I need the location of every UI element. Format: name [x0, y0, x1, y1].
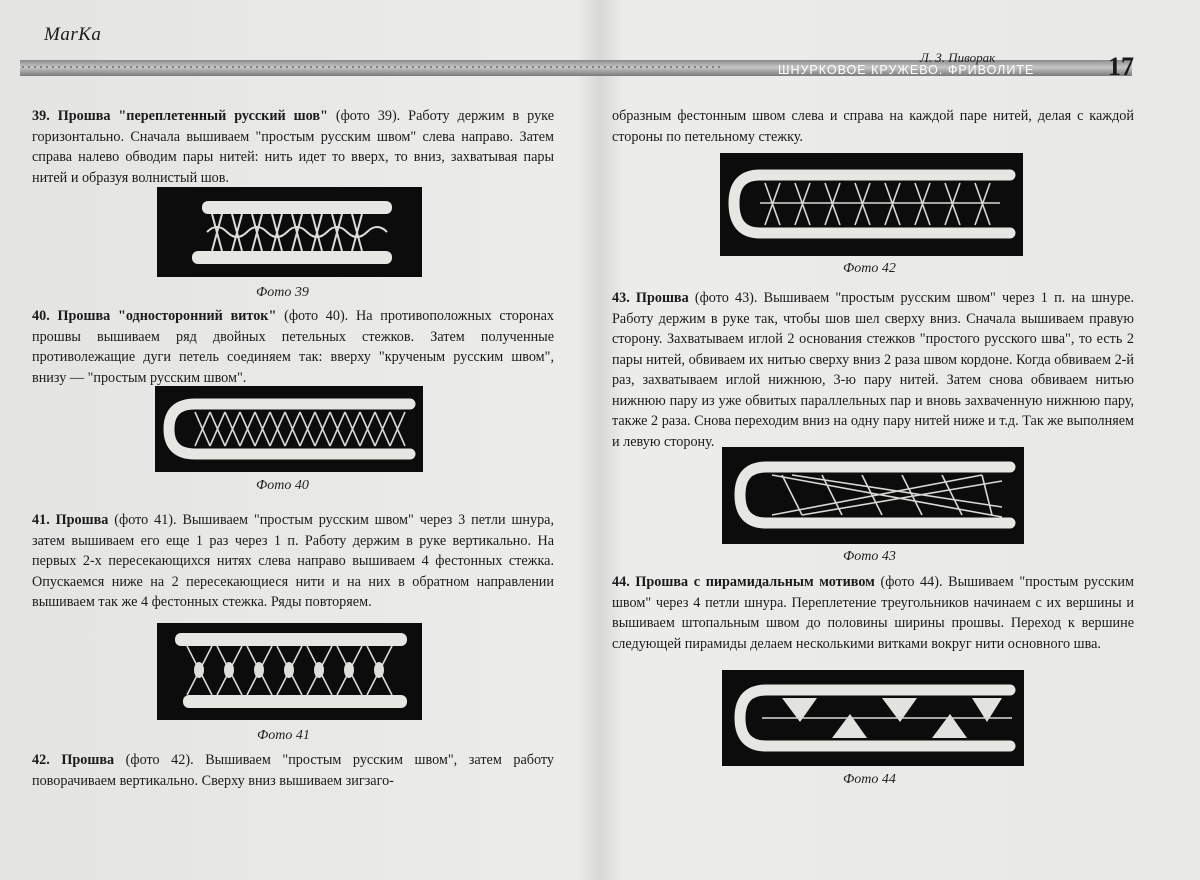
- section-40-title: Прошва "односторонний виток": [57, 308, 277, 324]
- section-41-body: (фото 41). Вышиваем "простым русским швом" через 3 петли шнура, затем вышиваем его еще 1 раз через 1 п. Работу держим в руке вертикально. На первых 2-х пересекающихся нитях слева направо вышиваем 4 фестонных стежка. Опускаемся ниже на 2 пересекающиеся нити и на них в обратном направлении вышиваем так же 4 фестонных стежка. Ряды повторяем.: [32, 512, 555, 610]
- photo-43: [722, 447, 1024, 544]
- section-44-number: 44.: [612, 574, 630, 590]
- section-41-number: 41.: [32, 512, 50, 528]
- section-42: [32, 750, 554, 791]
- section-41-title: Прошва: [55, 512, 109, 528]
- author-signature: Л. З. Пиворак: [920, 50, 996, 65]
- photo-42: [720, 153, 1023, 256]
- caption-42: Фото 42: [843, 261, 896, 276]
- caption-44: Фото 44: [843, 772, 896, 787]
- photo-39: [157, 187, 422, 277]
- caption-41: Фото 41: [257, 728, 310, 743]
- caption-43: Фото 43: [843, 549, 896, 564]
- section-39-body: (фото 39). Работу держим в руке горизонтально. Сначала вышиваем "простым русским швом" слева направо. Затем справа налево обводим пары нитей: нить идет то вверх, то вниз, захватывая пары нитей и образуя волнистый шов.: [32, 108, 554, 186]
- photo-41: [157, 623, 422, 720]
- section-44-body: (фото 44). Вышиваем "простым русским швом" через 4 петли шнура. Переплетение треугольников начинаем с их вершины и вышиваем штопальным швом до половины ширины прошвы. Переход к вершине следующей пирамиды делаем несколькими витками вокруг нити основного шва.: [612, 574, 1135, 652]
- section-42-body: (фото 42). Вышиваем "простым русским швом", затем работу поворачиваем вертикально. Сверху вниз вышиваем зигзаго-: [32, 752, 555, 789]
- section-40-number: 40.: [32, 308, 50, 324]
- section-39-number: 39.: [32, 108, 50, 124]
- section-39: [32, 106, 554, 188]
- photo-44: [722, 670, 1024, 766]
- section-43-number: 43.: [612, 290, 630, 306]
- page-number: 17: [1108, 52, 1134, 81]
- section-42-number: 42.: [32, 752, 50, 768]
- section-44-title: Прошва с пирамидальным мотивом: [635, 574, 875, 590]
- section-44: [612, 572, 1134, 654]
- running-title: ШНУРКОВОЕ КРУЖЕВО. ФРИВОЛИТЕ: [778, 63, 1035, 77]
- brand-watermark: MarKa: [44, 24, 102, 45]
- section-39-title: Прошва "переплетенный русский шов": [57, 108, 328, 124]
- caption-40: Фото 40: [256, 478, 309, 493]
- section-40: [32, 306, 554, 388]
- section-43-body: (фото 43). Вышиваем "простым русским швом" через 1 п. на шнуре. Работу держим в руке так, чтобы шов шел сверху вниз. Сначала вышиваем правую сторону. Захватываем иглой 2 основания стежков "простого русского шва", то есть 2 пары нитей, обвиваем их нитью сверху вниз 2 раза швом кордоне. Когда обвиваем 2-й раз, захватываем иглой нижнюю, 3-ю пару нитей. Затем снова обвиваем нитью нижнюю пару из уже обвитых параллельных пар и вновь захваченную нижнюю пару, также 2 раза. Снова переходим вниз на одну пару нитей ниже и т.д. Так же выполняем и левую сторону.: [612, 290, 1135, 450]
- section-40-body: (фото 40). На противоположных сторонах прошвы вышиваем ряд двойных петельных стежков. Затем полученные противолежащие дуги петель соединяем так: вверху "крученым русским швом", внизу — "простым русским швом".: [32, 308, 554, 386]
- section-43-title: Прошва: [635, 290, 689, 306]
- section-41: [32, 510, 554, 613]
- section-43: [612, 288, 1134, 452]
- caption-39: Фото 39: [256, 285, 309, 300]
- photo-40: [155, 386, 423, 472]
- section-42-continued-text: образным фестонным швом слева и справа на каждой паре нитей, делая с каждой стороны по петельному стежку.: [612, 108, 1134, 145]
- section-42-continued: [612, 106, 1134, 147]
- section-42-title: Прошва: [61, 752, 115, 768]
